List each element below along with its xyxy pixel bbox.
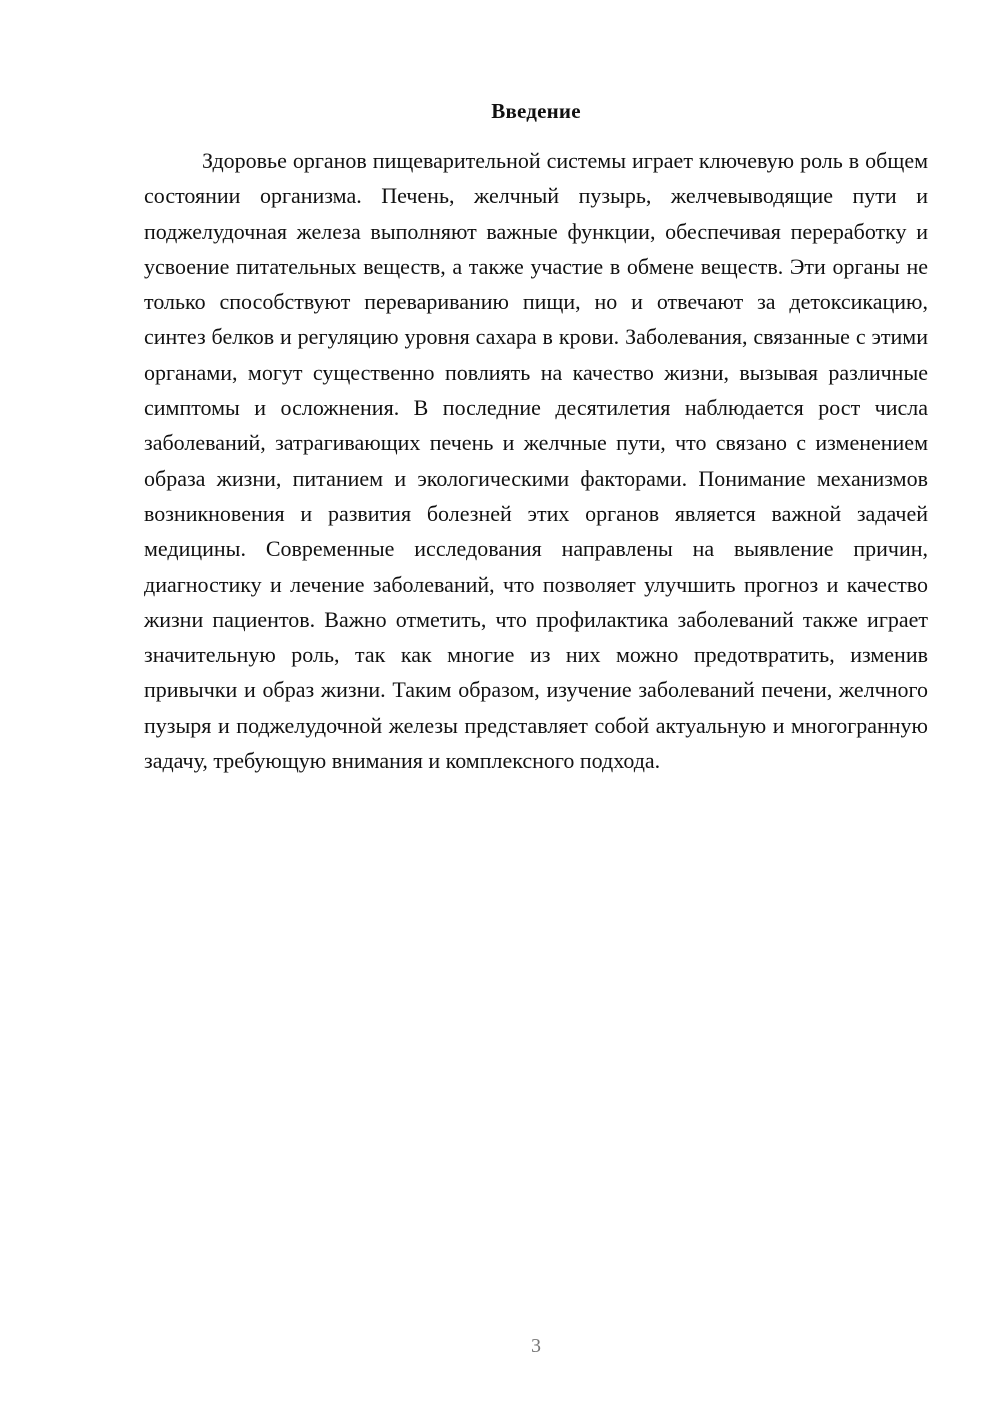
introduction-paragraph: Здоровье органов пищеварительной системы играет ключевую роль в общем состоянии организма. Печень, желчный пузырь, желчевыводящие пути и поджелудочная железа выполняют важные функции, обеспечивая переработку и усвоение питательных веществ, а также участие в обмене веществ. Эти органы не только способствуют перевариванию пищи, но и отвечают за детоксикацию, синтез белков и регуляцию уровня сахара в крови. Заболевания, связанные с этими органами, могут существенно повлиять на качество жизни, вызывая различные симптомы и осложнения. В последние десятилетия наблюдается рост числа заболеваний, затрагивающих печень и желчные пути, что связано с изменением образа жизни, питанием и экологическими факторами. Понимание механизмов возникновения и развития болезней этих органов является важной задачей медицины. Современные исследования направлены на выявление причин, диагностику и лечение заболеваний, что позволяет улучшить прогноз и качество жизни пациентов. Важно отметить, что профилактика заболеваний также играет значительную роль, так как многие из них можно предотвратить, изменив привычки и образ жизни. Таким образом, изучение заболеваний печени, желчного пузыря и поджелудочной железы представляет собой актуальную и многогранную задачу, требующую внимания и комплексного подхода. [144, 148, 928, 774]
section-heading: Введение [491, 99, 581, 123]
page-number: 3 [531, 1335, 541, 1357]
